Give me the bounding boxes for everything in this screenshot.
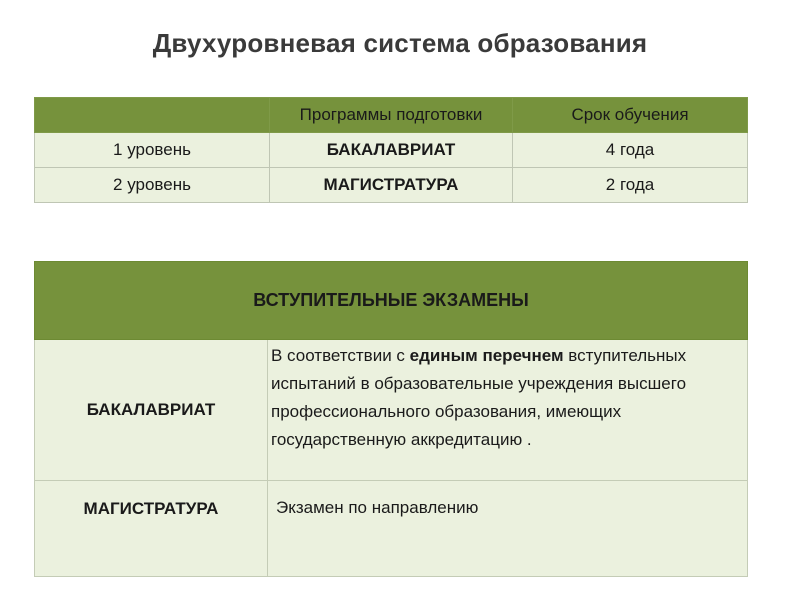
exams-header: ВСТУПИТЕЛЬНЫЕ ЭКЗАМЕНЫ [35, 262, 748, 340]
table-row [35, 168, 748, 203]
table-header-row [35, 98, 748, 133]
description-prefix: В соответствии с [271, 346, 410, 365]
description-rest: вступительных испытаний в образовательные учреждения высшего профессионального образования, имеющих государственную аккредитацию . [271, 346, 687, 449]
table-row [35, 133, 748, 168]
program-cell: МАГИСТРАТУРА [270, 168, 513, 203]
header-cell-empty [35, 98, 270, 133]
table-row [35, 481, 748, 577]
duration-cell: 2 года [513, 168, 748, 203]
exam-description-bachelor [268, 340, 748, 481]
exams-header-row [35, 262, 748, 340]
level-cell: 1 уровень [35, 133, 270, 168]
program-cell: БАКАЛАВРИАТ [270, 133, 513, 168]
level-cell: 2 уровень [35, 168, 270, 203]
duration-cell: 4 года [513, 133, 748, 168]
exam-program-master: МАГИСТРАТУРА [35, 481, 268, 577]
exam-program-bachelor: БАКАЛАВРИАТ [35, 340, 268, 481]
description-bold: единым перечнем [409, 346, 564, 365]
exam-description-master: Экзамен по направлению [268, 481, 748, 577]
page-title: Двухуровневая система образования [152, 28, 648, 58]
header-cell-duration: Срок обучения [513, 98, 748, 133]
levels-table [34, 97, 748, 203]
header-cell-programs: Программы подготовки [270, 98, 513, 133]
table-row [35, 340, 748, 481]
exams-table [34, 261, 748, 577]
